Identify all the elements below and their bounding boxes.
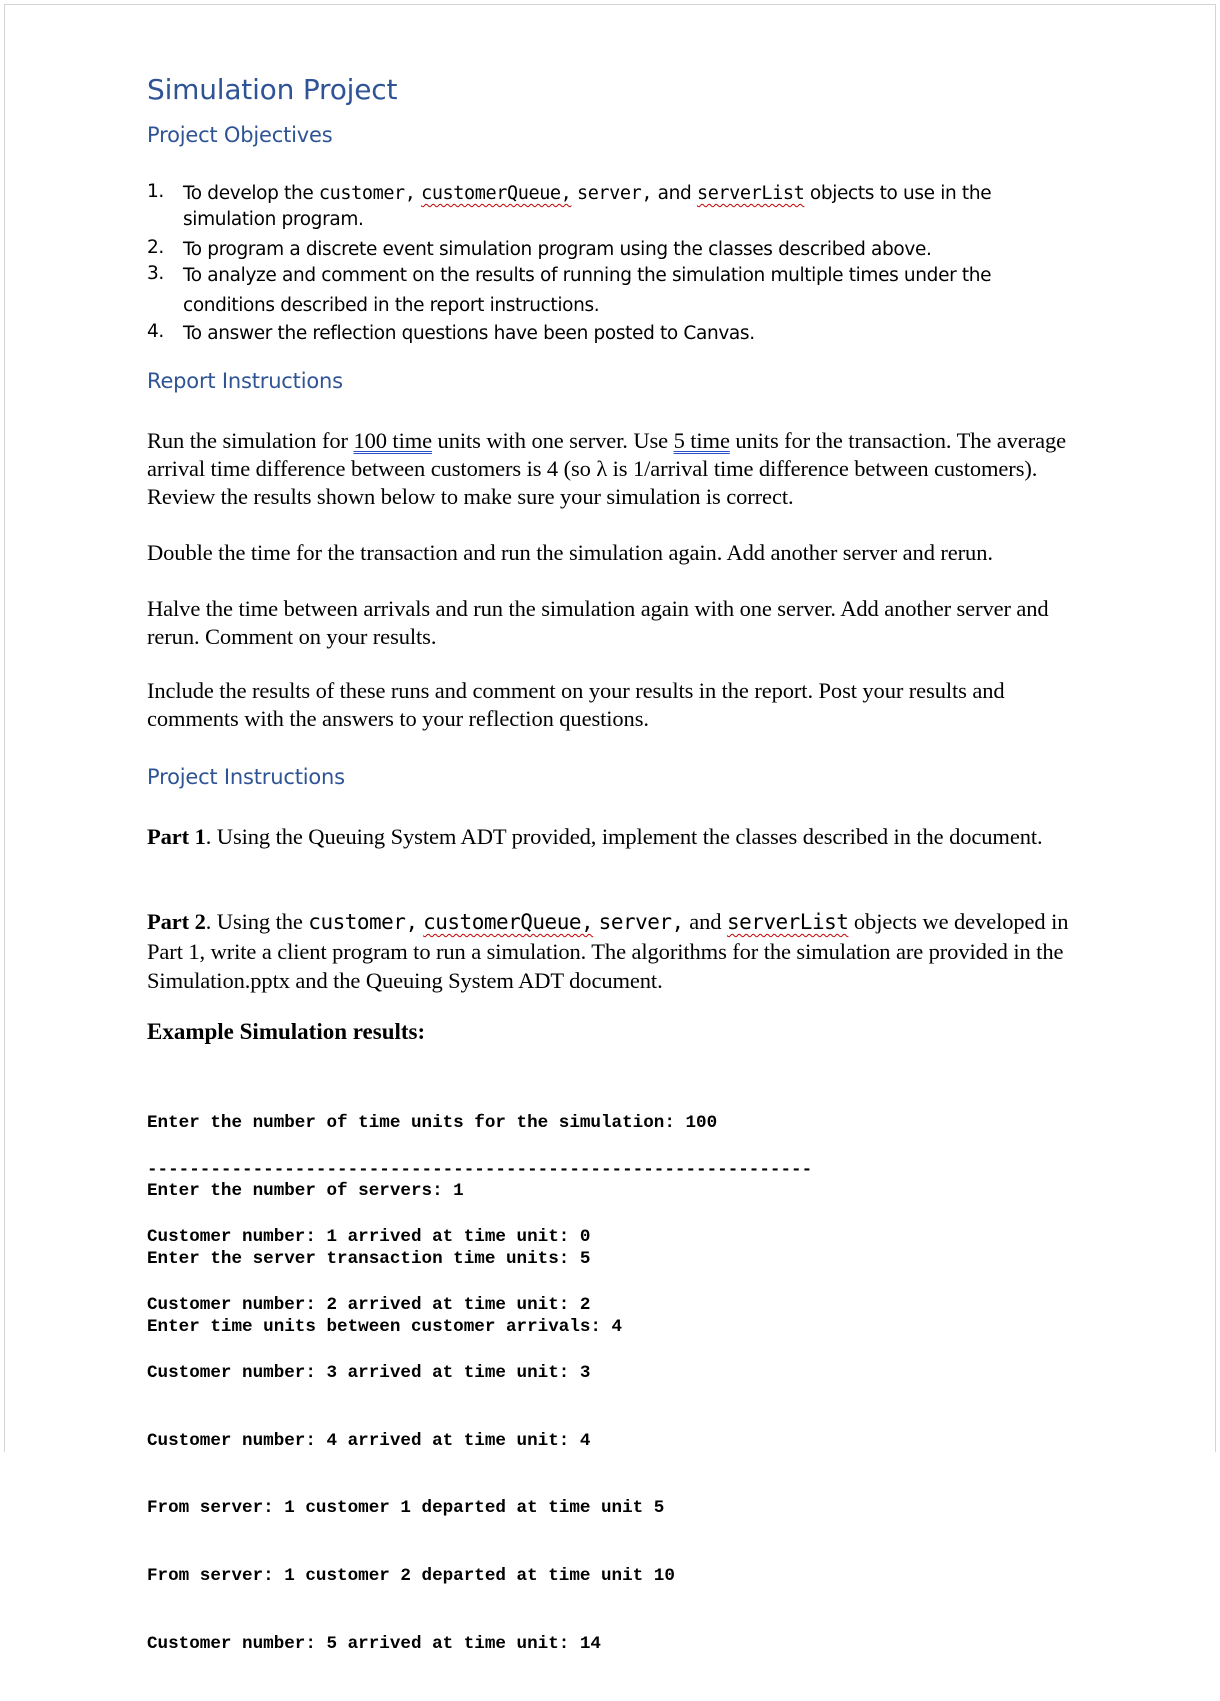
objectives-heading: Project Objectives	[147, 123, 333, 147]
underlined-text: 100 time	[353, 428, 433, 453]
console-line: From server: 1 customer 2 departed at time unit 10	[147, 1566, 675, 1587]
code-customer-queue: customerQueue,	[421, 183, 572, 204]
project-heading: Project Instructions	[147, 765, 345, 789]
objective-number: 2.	[147, 237, 164, 258]
console-line: Customer number: 3 arrived at time unit: 3	[147, 1362, 591, 1383]
report-heading: Report Instructions	[147, 369, 343, 393]
console-line: Customer number: 5 arrived at time unit: 14	[147, 1633, 601, 1654]
paragraph-text: . Using the Queuing System ADT provided, implement the classes described in the document.	[205, 824, 1043, 849]
code-server: server,	[598, 910, 684, 934]
console-output-block	[147, 1181, 1097, 1701]
code-server-list: serverList	[726, 910, 849, 934]
report-paragraph-3: Halve the time between arrivals and run the simulation again with one server. Add another server and rerun. Comment on your results.	[147, 596, 1049, 649]
objective-text: To answer the reflection questions have been posted to Canvas.	[183, 323, 755, 344]
console-line: Customer number: 2 arrived at time unit: 2	[147, 1294, 591, 1315]
console-line: Enter time units between customer arrivals: 4	[147, 1316, 623, 1337]
paragraph-text: objects we developed in Part 1, write a client program to run a simulation. The algorithms for the simulation are provided in the Simulation.pptx and the Queuing System ADT document.	[147, 909, 1069, 993]
paragraph-text: . Using the	[205, 909, 309, 934]
paragraph-text: Run the simulation for	[147, 428, 354, 453]
code-customer-queue: customerQueue,	[423, 910, 594, 934]
console-line: Customer number: 1 arrived at time unit: 0	[147, 1227, 591, 1248]
objective-text	[183, 181, 1083, 233]
objective-number: 1.	[147, 181, 164, 202]
part1-paragraph	[147, 823, 1092, 851]
code-server-list: serverList	[696, 183, 805, 204]
console-line: Enter the server transaction time units: 5	[147, 1248, 591, 1269]
underlined-text: 5 time	[673, 428, 730, 453]
report-paragraph-4: Include the results of these runs and comment on your results in the report. Post your results and comments with the answers to your reflection questions.	[147, 678, 1005, 731]
page-title: Simulation Project	[147, 73, 398, 106]
objective-text-part: objects to use in the simulation program.	[183, 183, 992, 230]
objective-number: 3.	[147, 263, 164, 284]
code-server: server,	[576, 183, 653, 204]
part2-paragraph	[147, 907, 1092, 995]
code-customer: customer,	[318, 183, 416, 204]
paragraph-text: units with one server. Use	[432, 428, 674, 453]
report-paragraph-2: Double the time for the transaction and run the simulation again. Add another server and rerun.	[147, 540, 993, 565]
console-line: From server: 1 customer 1 departed at time unit 5	[147, 1498, 665, 1519]
console-divider: ---------------------------------------------------------------	[147, 1160, 813, 1180]
console-line: Enter the number of time units for the simulation: 100	[147, 1113, 718, 1134]
report-paragraph-1	[147, 427, 1092, 511]
part1-label: Part 1	[147, 824, 206, 849]
paragraph-text: units for the transaction. The average arrival time difference between customers is 4 (so λ is 1/arrival time difference between customers). Review the results shown below to make sure your simulation is correct.	[147, 428, 1067, 509]
console-line: Customer number: 4 arrived at time unit: 4	[147, 1430, 591, 1451]
objective-text: To analyze and comment on the results of running the simulation multiple times under the conditions described in the report instructions.	[183, 265, 992, 316]
paragraph-text: and	[683, 909, 727, 934]
example-title: Example Simulation results:	[147, 1019, 426, 1044]
code-customer: customer,	[308, 910, 418, 934]
objective-text: To program a discrete event simulation program using the classes described above.	[183, 239, 932, 260]
objective-number: 4.	[147, 321, 164, 342]
document-page	[4, 4, 1216, 1654]
objective-text-part: To develop the	[183, 183, 319, 204]
console-line: Enter the number of servers: 1	[147, 1180, 464, 1201]
objective-text-part: and	[652, 183, 697, 204]
part2-label: Part 2	[147, 909, 206, 934]
